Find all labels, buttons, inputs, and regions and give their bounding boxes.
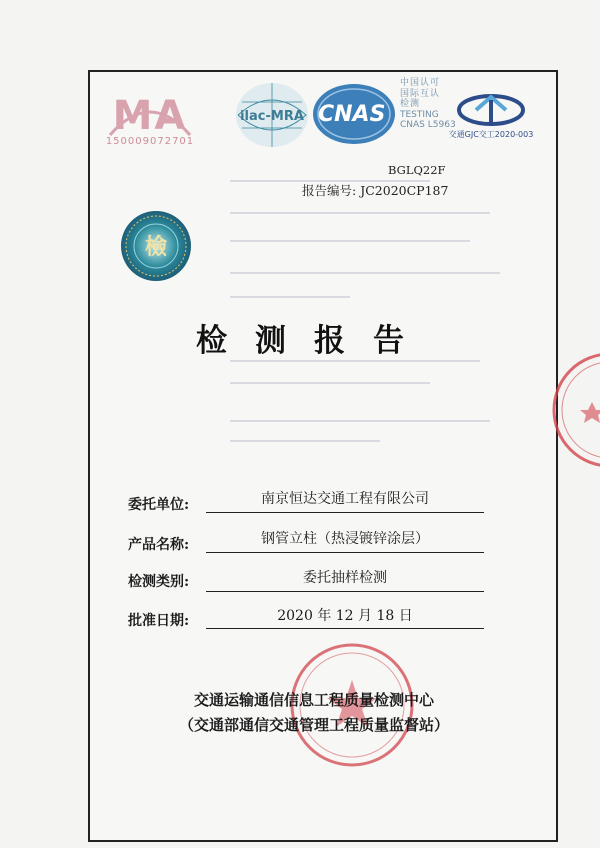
traffic-road-icon (446, 92, 536, 132)
cnas-side-line: CNAS L5963 (400, 120, 456, 130)
field-underline (206, 512, 484, 513)
ilac-globe-icon (232, 80, 312, 150)
hologram-char: 檢 (144, 234, 168, 260)
page-title: 检测报告 (196, 323, 432, 359)
watermark-line (230, 420, 490, 422)
cnas-side-line: 中国认可 (400, 78, 441, 88)
field-underline (206, 552, 484, 553)
field-label-category: 检测类别: (128, 574, 190, 590)
traffic-logo (446, 92, 536, 142)
field-value-category: 委托抽样检测 (303, 570, 387, 586)
field-value-client: 南京恒达交通工程有限公司 (261, 491, 429, 507)
watermark-line (230, 440, 380, 442)
field-label-client: 委托单位: (128, 497, 190, 513)
cnas-side-line: TESTING (400, 109, 439, 120)
report-number-label: 报告编号: (302, 183, 357, 198)
edge-stamp-icon (548, 350, 600, 470)
field-label-product: 产品名称: (128, 537, 190, 553)
watermark-line (230, 240, 470, 242)
watermark-line (230, 212, 490, 214)
field-label-date: 批准日期: (128, 613, 190, 629)
cma-logo-text: MA (112, 93, 188, 139)
traffic-logo-text: 交通GJC交工2020-003 (448, 130, 534, 139)
cma-arc-icon (102, 95, 198, 137)
field-value-product: 钢管立柱（热浸镀锌涂层） (261, 531, 429, 547)
watermark-line (230, 296, 350, 298)
report-number-value: JC2020CP187 (360, 183, 449, 198)
cma-number: 150009072701 (105, 136, 195, 147)
cnas-side-line: 国际互认 (400, 88, 441, 99)
watermark-line (230, 360, 480, 362)
cma-logo (102, 95, 198, 155)
field-underline (206, 591, 484, 592)
report-number (302, 181, 448, 199)
cnas-logo (312, 80, 396, 148)
field-value-date: 2020 年 12 月 18 日 (277, 608, 413, 624)
hologram-seal-icon (120, 210, 192, 282)
ilac-text: ilac-MRA (240, 109, 304, 124)
hologram-seal (120, 210, 192, 282)
form-code: BGLQ22F (388, 163, 446, 177)
edge-stamp (548, 350, 600, 470)
cnas-text: CNAS (318, 102, 386, 127)
watermark-line (230, 272, 500, 274)
issuer-name: 交通运输通信信息工程质量检测中心 (193, 691, 434, 709)
cnas-side-line: 检测 (400, 99, 421, 109)
watermark-line (230, 382, 430, 384)
ilac-logo (232, 80, 312, 150)
issuer-subname: （交通部通信交通管理工程质量监督站） (178, 716, 449, 734)
field-underline (206, 628, 484, 629)
